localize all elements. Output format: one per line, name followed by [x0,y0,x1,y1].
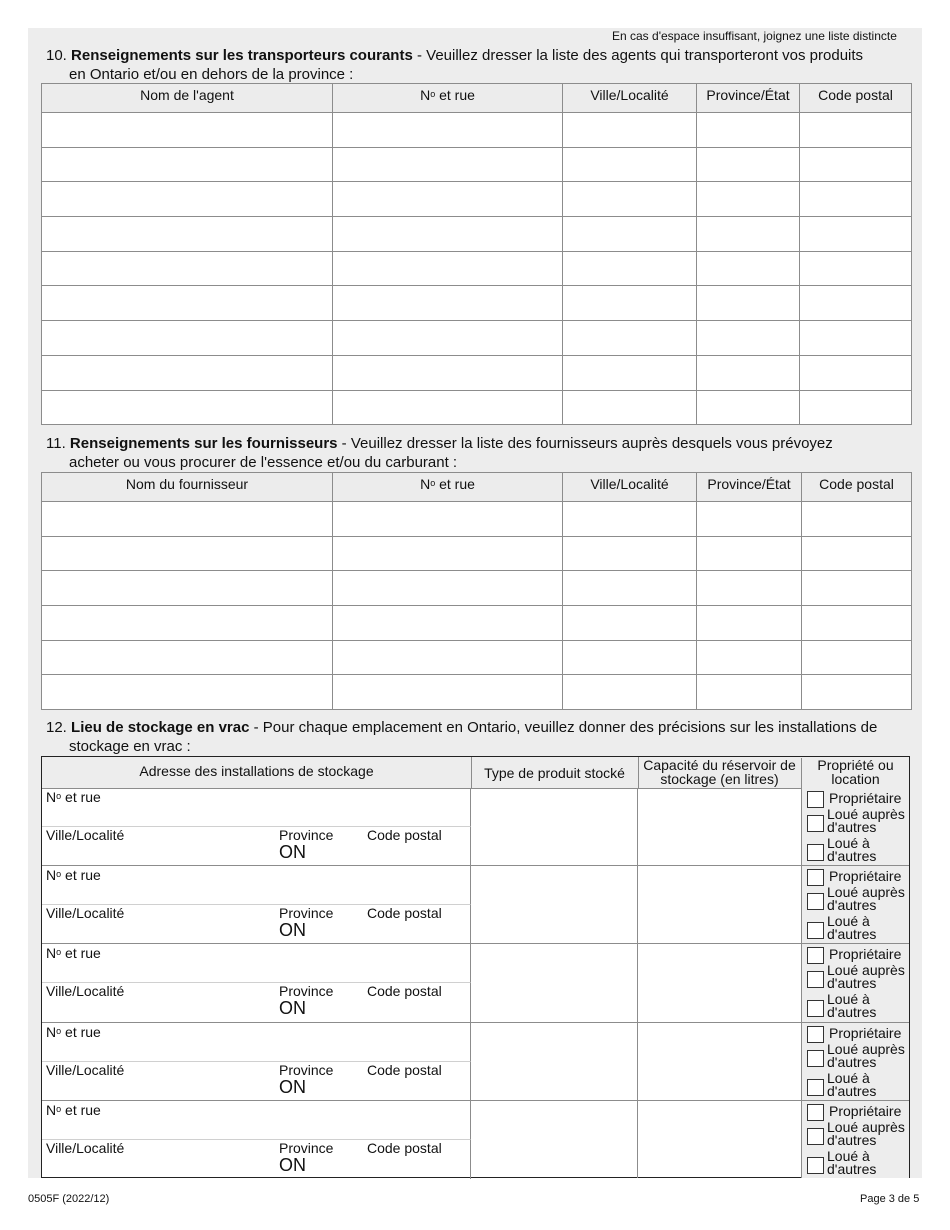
carriers-postal-input[interactable] [800,147,912,182]
carriers-header-street: $N^o$ et rue [333,84,563,113]
section-12-text: - Pour chaque emplacement en Ontario, veuillez donner des précisions sur les installations de [249,719,878,736]
storage-capacity-field[interactable] [638,944,802,1021]
section-11-number: 11. [46,435,66,452]
carriers-name-input[interactable] [42,355,333,390]
storage-product-field[interactable] [471,866,638,943]
carriers-street-input[interactable] [333,147,563,182]
section-11-text-line2: acheter ou vous procurer de l'essence et/ou du carburant : [69,454,458,471]
owner-checkbox[interactable] [807,791,824,808]
carriers-name-input[interactable] [42,217,333,252]
carriers-province-input[interactable] [697,286,800,321]
storage-city-field[interactable] [42,1062,471,1101]
leased-from-label: Loué auprès d'autres [827,884,905,914]
suppliers-street-input[interactable] [333,502,563,537]
suppliers-street-input[interactable] [333,536,563,571]
suppliers-province-input[interactable] [697,675,802,710]
carriers-postal-input[interactable] [800,217,912,252]
section-10-text-line2: en Ontario et/ou en dehors de la province : [69,66,354,83]
storage-street-field[interactable] [42,944,471,983]
carriers-street-input[interactable] [333,355,563,390]
section-12-title: Lieu de stockage en vrac [71,719,250,736]
carriers-province-input[interactable] [697,147,800,182]
suppliers-name-input[interactable] [42,502,333,537]
storage-capacity-field[interactable] [638,866,802,943]
storage-entry [42,866,909,944]
leased-to-label: Loué à d'autres [827,991,877,1021]
storage-ownership-options [802,944,909,1021]
storage-capacity-field[interactable] [638,1023,802,1100]
leased-to-label: Loué à d'autres [827,835,877,864]
suppliers-row [42,640,912,675]
storage-city-label: Ville/Localité [46,983,125,1000]
storage-header-product: Type de produit stocké [471,757,639,788]
storage-header-capacity-line1: Capacité du réservoir de [643,757,796,773]
section-11-heading [46,434,916,453]
carriers-postal-input[interactable] [800,321,912,356]
leased-from-label: Loué auprès d'autres [827,962,905,992]
suppliers-province-input[interactable] [697,571,802,606]
storage-postal-label: Code postal [367,983,442,1000]
storage-street-label: $N^o$ et rue [46,867,101,884]
carriers-city-input[interactable] [563,286,697,321]
storage-product-field[interactable] [471,1101,638,1178]
storage-capacity-field[interactable] [638,788,802,865]
carriers-province-input[interactable] [697,182,800,217]
form-id: 0505F (2022/12) [28,1193,110,1205]
leased-to-checkbox[interactable] [807,844,824,861]
suppliers-city-input[interactable] [563,606,697,641]
storage-product-field[interactable] [471,788,638,865]
suppliers-province-input[interactable] [697,536,802,571]
leased-to-label: Loué à d'autres [827,1147,877,1177]
storage-capacity-field[interactable] [638,1101,802,1178]
suppliers-name-input[interactable] [42,606,333,641]
section-10-heading [46,46,916,65]
storage-postal-label: Code postal [367,905,442,922]
suppliers-province-input[interactable] [697,640,802,675]
section-12-heading [46,718,926,737]
storage-street-label: $N^o$ et rue [46,945,101,962]
storage-entry [42,1023,909,1101]
suppliers-postal-input[interactable] [802,640,912,675]
carriers-row [42,321,912,356]
carriers-row [42,390,912,425]
storage-header-ownership-line1: Propriété ou [817,757,894,773]
carriers-street-input[interactable] [333,113,563,148]
suppliers-header-street: $N^o$ et rue [333,473,563,502]
carriers-province-input[interactable] [697,321,800,356]
carriers-postal-input[interactable] [800,355,912,390]
suppliers-row [42,502,912,537]
owner-label: Propriétaire [829,946,902,963]
suppliers-header-postal: Code postal [802,473,912,502]
carriers-city-input[interactable] [563,147,697,182]
suppliers-name-input[interactable] [42,640,333,675]
storage-city-field[interactable] [42,905,471,944]
storage-street-field[interactable] [42,788,471,827]
carriers-name-input[interactable] [42,251,333,286]
owner-label: Propriétaire [829,790,902,806]
suppliers-street-input[interactable] [333,675,563,710]
storage-city-label: Ville/Localité [46,1139,125,1156]
storage-province-label: Province [279,1061,334,1078]
storage-ownership-options [802,1023,909,1100]
leased-from-checkbox[interactable] [807,893,824,910]
carriers-street-input[interactable] [333,321,563,356]
storage-province-value: ON [279,920,306,941]
carriers-name-input[interactable] [42,147,333,182]
owner-label: Propriétaire [829,1024,902,1041]
suppliers-street-input[interactable] [333,606,563,641]
carriers-city-input[interactable] [563,355,697,390]
insufficient-space-note: En cas d'espace insuffisant, joignez une liste distincte [612,29,897,43]
suppliers-postal-input[interactable] [802,502,912,537]
leased-from-label: Loué auprès d'autres [827,1040,905,1070]
section-10-title: Renseignements sur les transporteurs courants [71,47,413,64]
carriers-row [42,182,912,217]
leased-to-label: Loué à d'autres [827,913,877,943]
storage-street-field[interactable] [42,866,471,905]
suppliers-table [41,472,912,710]
storage-province-label: Province [279,983,334,1000]
storage-product-field[interactable] [471,944,638,1021]
owner-label: Propriétaire [829,868,902,885]
storage-product-field[interactable] [471,1023,638,1100]
suppliers-city-input[interactable] [563,571,697,606]
leased-from-checkbox[interactable] [807,1050,824,1067]
leased-from-checkbox[interactable] [807,1128,824,1145]
storage-ownership-options [802,788,909,865]
leased-to-checkbox[interactable] [807,1157,824,1174]
owner-checkbox[interactable] [807,869,824,886]
carriers-header-name: Nom de l'agent [42,84,333,113]
suppliers-row [42,606,912,641]
carriers-name-input[interactable] [42,286,333,321]
storage-city-label: Ville/Localité [46,905,125,922]
section-12-text-line2: stockage en vrac : [69,738,191,755]
suppliers-postal-input[interactable] [802,571,912,606]
carriers-province-input[interactable] [697,217,800,252]
carriers-city-input[interactable] [563,251,697,286]
suppliers-province-input[interactable] [697,606,802,641]
leased-from-label: Loué auprès d'autres [827,1118,905,1148]
storage-province-label: Province [279,1139,334,1156]
carriers-row [42,217,912,252]
carriers-name-input[interactable] [42,390,333,425]
suppliers-postal-input[interactable] [802,606,912,641]
storage-province-value: ON [279,998,306,1019]
carriers-row [42,286,912,321]
suppliers-name-input[interactable] [42,675,333,710]
storage-province-value: ON [279,842,306,862]
storage-entry [42,944,909,1022]
carriers-street-input[interactable] [333,286,563,321]
storage-province-label: Province [279,905,334,922]
storage-street-label: $N^o$ et rue [46,1101,101,1118]
carriers-street-input[interactable] [333,390,563,425]
carriers-street-input[interactable] [333,217,563,252]
suppliers-row [42,675,912,710]
carriers-city-input[interactable] [563,217,697,252]
leased-to-label: Loué à d'autres [827,1069,877,1099]
page-number: Page 3 de 5 [860,1193,920,1205]
suppliers-header-city: Ville/Localité [563,473,697,502]
storage-province-value: ON [279,1076,306,1097]
suppliers-city-input[interactable] [563,675,697,710]
owner-checkbox[interactable] [807,1104,824,1121]
storage-city-label: Ville/Localité [46,827,125,843]
suppliers-header-province: Province/État [697,473,802,502]
carriers-city-input[interactable] [563,390,697,425]
suppliers-street-input[interactable] [333,640,563,675]
section-11-title: Renseignements sur les fournisseurs [69,435,338,452]
carriers-row [42,113,912,148]
storage-postal-label: Code postal [367,827,442,843]
storage-street-label: $N^o$ et rue [46,1023,101,1040]
carriers-city-input[interactable] [563,113,697,148]
carriers-street-input[interactable] [333,182,563,217]
storage-street-field[interactable] [42,1101,471,1140]
carriers-province-input[interactable] [697,251,800,286]
carriers-province-input[interactable] [697,390,800,425]
owner-checkbox[interactable] [807,947,824,964]
storage-city-field[interactable] [42,983,471,1022]
carriers-city-input[interactable] [563,182,697,217]
suppliers-postal-input[interactable] [802,536,912,571]
storage-header-capacity [638,758,802,788]
leased-from-checkbox[interactable] [807,815,824,832]
leased-to-checkbox[interactable] [807,922,824,939]
suppliers-province-input[interactable] [697,502,802,537]
leased-from-label: Loué auprès d'autres [827,806,905,835]
storage-entry [42,788,909,866]
carriers-table [41,83,912,425]
storage-city-field[interactable] [42,827,471,866]
suppliers-name-input[interactable] [42,571,333,606]
carriers-header-city: Ville/Localité [563,84,697,113]
storage-ownership-options [802,1101,909,1178]
storage-city-field[interactable] [42,1140,471,1179]
storage-ownership-options [802,866,909,943]
section-12-number: 12. [46,719,67,736]
section-10-text: - Veuillez dresser la liste des agents qui transporteront vos produits [412,47,864,64]
storage-province-value: ON [279,1154,306,1175]
carriers-name-input[interactable] [42,182,333,217]
carriers-province-input[interactable] [697,355,800,390]
owner-label: Propriétaire [829,1102,902,1119]
suppliers-city-input[interactable] [563,502,697,537]
storage-header-ownership-line2: location [831,771,880,787]
suppliers-postal-input[interactable] [802,675,912,710]
carriers-province-input[interactable] [697,113,800,148]
storage-street-label: $N^o$ et rue [46,789,101,805]
storage-postal-label: Code postal [367,1139,442,1156]
storage-header-capacity-line2: stockage (en litres) [660,771,779,787]
suppliers-name-input[interactable] [42,536,333,571]
storage-city-label: Ville/Localité [46,1061,125,1078]
owner-checkbox[interactable] [807,1026,824,1043]
section-11-text: - Veuillez dresser la liste des fournisseurs auprès desquels vous prévoyez [337,435,833,452]
carriers-postal-input[interactable] [800,390,912,425]
storage-header-ownership [802,758,909,788]
carriers-city-input[interactable] [563,321,697,356]
storage-header-address: Adresse des installations de stockage [42,757,472,788]
carriers-header-postal: Code postal [800,84,912,113]
carriers-name-input[interactable] [42,113,333,148]
storage-entry [42,1101,909,1179]
suppliers-row [42,571,912,606]
section-10-number: 10. [46,47,67,64]
carriers-row [42,355,912,390]
suppliers-city-input[interactable] [563,536,697,571]
carriers-row [42,147,912,182]
storage-postal-label: Code postal [367,1061,442,1078]
carriers-postal-input[interactable] [800,113,912,148]
carriers-row [42,251,912,286]
suppliers-street-input[interactable] [333,571,563,606]
carriers-postal-input[interactable] [800,251,912,286]
storage-street-field[interactable] [42,1023,471,1062]
carriers-header-province: Province/État [697,84,800,113]
suppliers-header-name: Nom du fournisseur [42,473,333,502]
suppliers-city-input[interactable] [563,640,697,675]
suppliers-row [42,536,912,571]
carriers-street-input[interactable] [333,251,563,286]
carriers-postal-input[interactable] [800,286,912,321]
leased-to-checkbox[interactable] [807,1000,824,1017]
leased-to-checkbox[interactable] [807,1079,824,1096]
carriers-name-input[interactable] [42,321,333,356]
storage-province-label: Province [279,827,334,843]
carriers-postal-input[interactable] [800,182,912,217]
storage-table [41,756,910,1178]
leased-from-checkbox[interactable] [807,971,824,988]
